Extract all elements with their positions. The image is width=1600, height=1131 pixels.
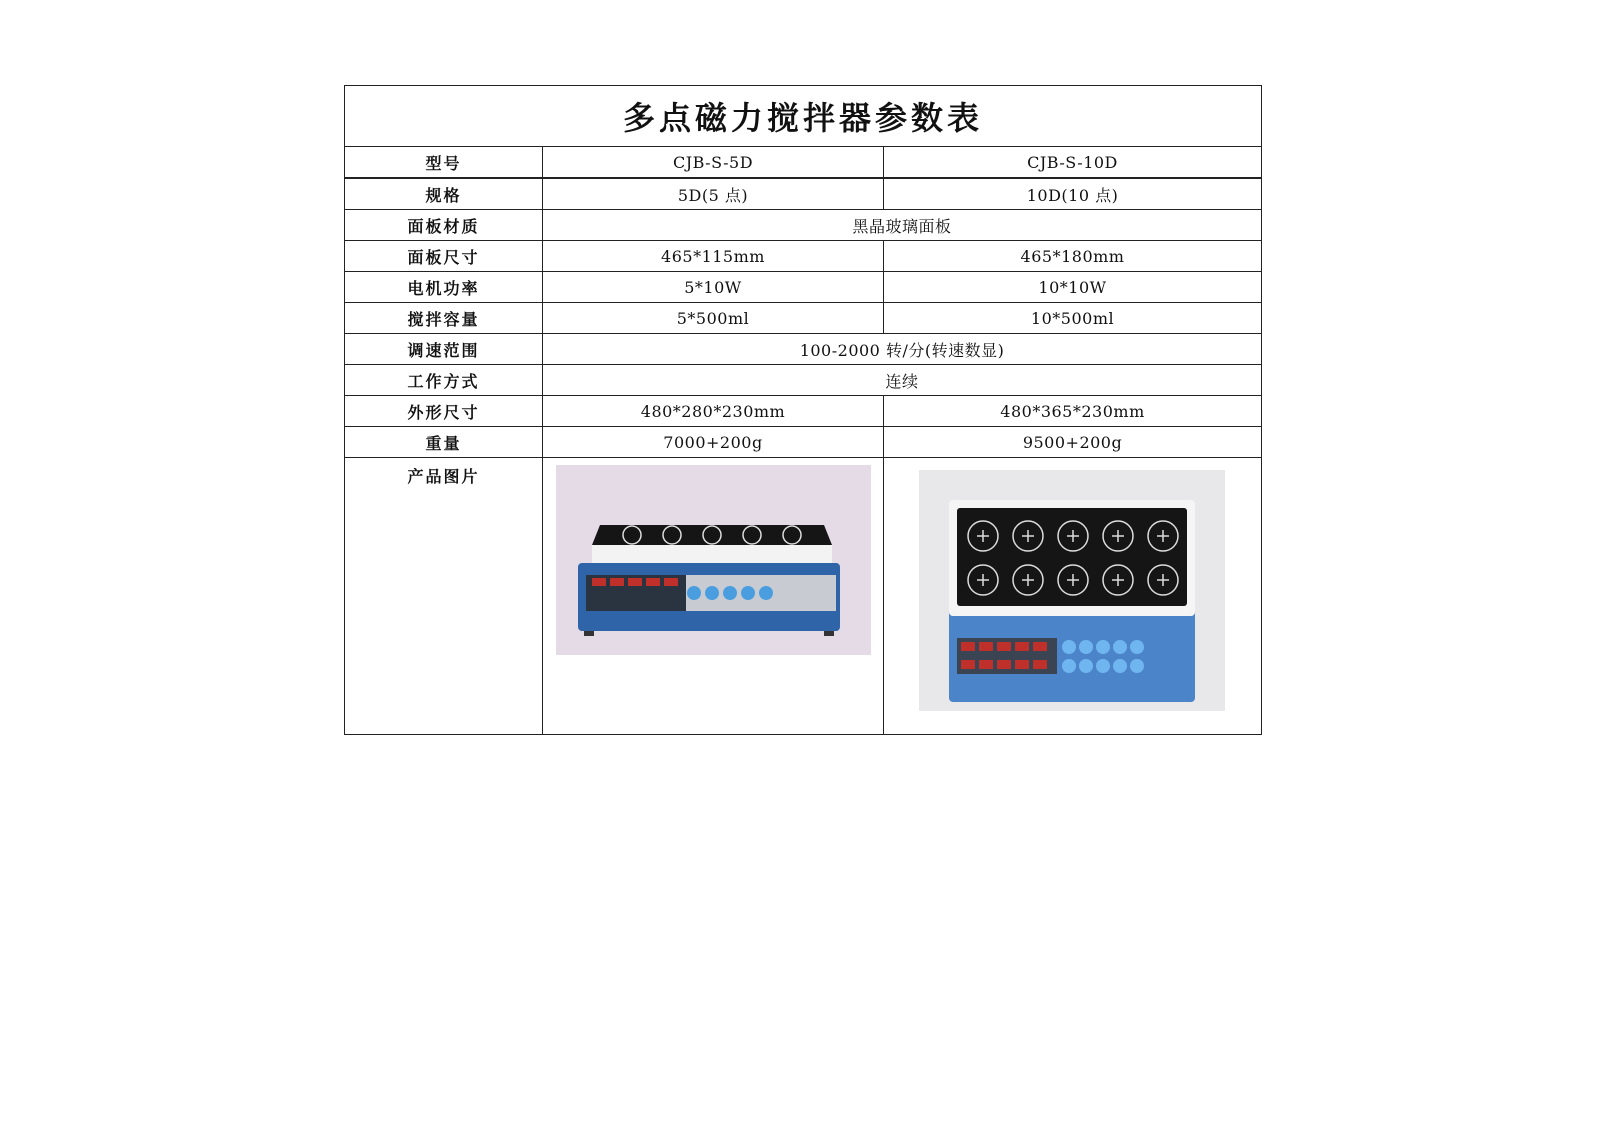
photo-cell-10d <box>884 458 1262 735</box>
cell-5d: CJB-S-5D <box>543 147 884 179</box>
row-label: 搅拌容量 <box>345 303 543 334</box>
table-row-dimensions <box>345 396 1262 427</box>
table-row-work-mode <box>345 365 1262 396</box>
table-row-model <box>345 147 1262 179</box>
cell-5d: 480*280*230mm <box>543 396 884 427</box>
cell-5d: 5*10W <box>543 272 884 303</box>
table-row-capacity <box>345 303 1262 334</box>
row-label: 调速范围 <box>345 334 543 365</box>
cell-10d: 10D(10 点) <box>884 178 1262 210</box>
table-row-motor-power <box>345 272 1262 303</box>
row-label: 产品图片 <box>345 458 543 735</box>
photo-cell-5d <box>543 458 884 735</box>
cell-5d: 5*500ml <box>543 303 884 334</box>
cell-shared: 100-2000 转/分(转速数显) <box>543 334 1262 365</box>
product-photo-5d <box>556 465 871 655</box>
cell-5d: 7000+200g <box>543 427 884 458</box>
row-label: 面板尺寸 <box>345 241 543 272</box>
row-label: 外形尺寸 <box>345 396 543 427</box>
product-photo-10d <box>919 470 1225 711</box>
cell-shared: 连续 <box>543 365 1262 396</box>
row-label: 规格 <box>345 178 543 210</box>
cell-10d: 9500+200g <box>884 427 1262 458</box>
cell-5d: 5D(5 点) <box>543 178 884 210</box>
table-row-weight <box>345 427 1262 458</box>
table-row-photos <box>345 458 1262 735</box>
table-row-spec <box>345 178 1262 210</box>
row-label: 电机功率 <box>345 272 543 303</box>
cell-10d: 480*365*230mm <box>884 396 1262 427</box>
cell-10d: 465*180mm <box>884 241 1262 272</box>
cell-10d: 10*500ml <box>884 303 1262 334</box>
cell-10d: 10*10W <box>884 272 1262 303</box>
row-label: 工作方式 <box>345 365 543 396</box>
cell-5d: 465*115mm <box>543 241 884 272</box>
row-label: 重量 <box>345 427 543 458</box>
parameter-table <box>344 85 1262 735</box>
table-row-panel-material <box>345 210 1262 241</box>
cell-shared: 黑晶玻璃面板 <box>543 210 1262 241</box>
table-title: 多点磁力搅拌器参数表 <box>345 86 1262 147</box>
table-row-speed-range <box>345 334 1262 365</box>
cell-10d: CJB-S-10D <box>884 147 1262 179</box>
table-row-panel-size <box>345 241 1262 272</box>
row-label: 型号 <box>345 147 543 179</box>
row-label: 面板材质 <box>345 210 543 241</box>
